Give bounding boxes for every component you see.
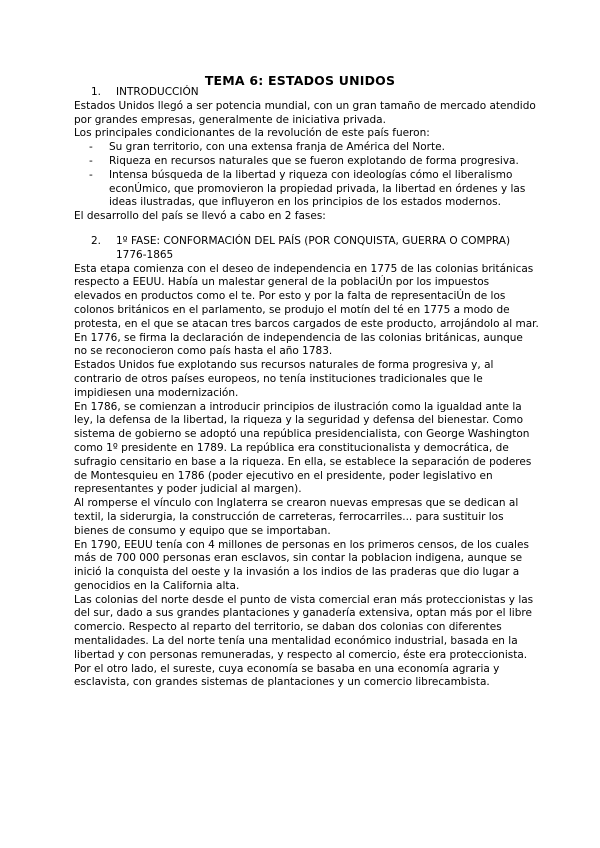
section-2-number: 2. bbox=[91, 234, 102, 247]
section-2-paragraph: Por el otro lado, el sureste, cuya economía se basaba en una economía agraria y esclavista, con grandes sistemas de plantaciones y un comercio librecambista. bbox=[74, 662, 500, 689]
section-1-title: INTRODUCCIÓN bbox=[116, 86, 199, 98]
section-2-paragraph: En 1776, se firma la declaración de independencia de las colonias británicas, aunque no se reconocieron como país hasta el año 1783. bbox=[74, 331, 523, 358]
section-2-paragraph: Al romperse el vínculo con Inglaterra se crearon nuevas empresas que se dedican al textil, la siderurgia, la construcción de carreteras, ferrocarriles... para sustituir los bienes de consumo y equipo que se importaban. bbox=[74, 497, 519, 537]
intro-paragraph-1: Estados Unidos llegó a ser potencia mundial, con un gran tamaño de mercado atendido por grandes empresas, generalmente de iniciativa privada. bbox=[74, 99, 536, 126]
list-item bbox=[74, 155, 539, 169]
section-1-heading bbox=[74, 86, 539, 100]
bullet-dash: - bbox=[89, 141, 93, 154]
list-item-text: Intensa búsqueda de la libertad y riqueza con ideologías cómo el liberalismo econÚmico, que promovieron la propiedad privada, la libertad en órdenes y las ideas ilustradas, que influyeron en los principios de los estados modernos. bbox=[109, 168, 526, 209]
intro-paragraph-2: Los principales condicionantes de la revolución de este país fueron: bbox=[74, 127, 430, 140]
section-2-paragraph: Las colonias del norte desde el punto de vista comercial eran más proteccionistas y las del sur, dado a sus grandes plantaciones y ganadería extensiva, optan más por el libre comercio. Respecto al reparto del territorio, se daban dos colonias con diferentes mentalidades. La del norte tenía una mentalidad económico industrial, basada en la libertad y con personas remuneradas, y respecto al comercio, éste era proteccionista. bbox=[74, 593, 534, 661]
list-item-text: Su gran territorio, con una extensa franja de América del Norte. bbox=[109, 141, 445, 154]
section-2-heading bbox=[74, 235, 539, 263]
page-title: TEMA 6: ESTADOS UNIDOS bbox=[204, 73, 396, 88]
intro-paragraph-3: El desarrollo del país se llevó a cabo en 2 fases: bbox=[74, 210, 326, 223]
section-2-paragraph: En 1786, se comienzan a introducir principios de ilustración como la igualdad ante la ley, la defensa de la libertad, la riqueza y la seguridad y defensa del bienestar. Como sistema de gobierno se adoptó una república presidencialista, con George Washington como 1º presidente en 1789. La república era constitucionalista y democrática, de sufragio censitario en base a la riqueza. En ella, se establece la separación de poderes de Montesquieu en 1786 (poder ejecutivo en el presidente, poder legislativo en representantes y poder judicial al margen). bbox=[74, 400, 532, 496]
list-item bbox=[74, 141, 539, 155]
bullet-dash: - bbox=[89, 154, 93, 167]
list-item-text: Riqueza en recursos naturales que se fueron explotando de forma progresiva. bbox=[109, 154, 519, 167]
list-item bbox=[74, 169, 539, 210]
bullet-dash: - bbox=[89, 168, 93, 181]
section-1-number: 1. bbox=[91, 86, 102, 98]
conditions-list bbox=[74, 141, 539, 210]
document-body bbox=[74, 86, 539, 690]
section-2-paragraph: Estados Unidos fue explotando sus recursos naturales de forma progresiva y, al contrario de otros países europeos, no tenía instituciones tradicionales que le impidiesen una modernización. bbox=[74, 359, 494, 399]
section-2-paragraph: Esta etapa comienza con el deseo de independencia en 1775 de las colonias británicas respecto a EEUU. Había un malestar general de la poblaciÚn por los impuestos elevados en productos como el te. Por esto y por la falta de representaciÚn de los colonos británicos en el parlamento, se produjo el motín del té en 1775 a modo de protesta, en el que se atacan tres barcos cargados de este producto, arrojándolo al mar. bbox=[74, 262, 539, 330]
section-2-paragraph: En 1790, EEUU tenía con 4 millones de personas en los primeros censos, de los cuales más de 700 000 personas eran esclavos, sin contar la poblacion indigena, aunque se inició la conquista del oeste y la invasión a los indios de las praderas que dio lugar a genocidios en la California alta. bbox=[74, 538, 529, 592]
section-2-title: 1º FASE: CONFORMACIÓN DEL PAÍS (POR CONQUISTA, GUERRA O COMPRA) 1776-1865 bbox=[116, 234, 511, 261]
